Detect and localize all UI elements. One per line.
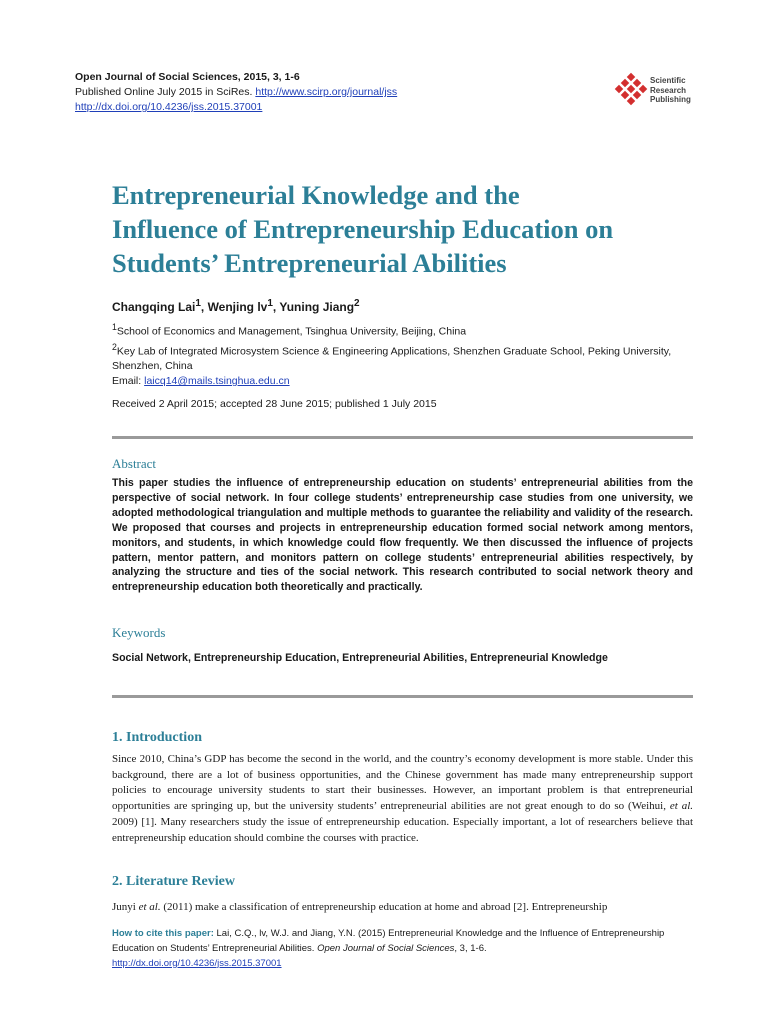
keywords-text: Social Network, Entrepreneurship Education, Entrepreneurial Abilities, Entrepreneurial Knowledge bbox=[112, 652, 608, 664]
section-heading-introduction: 1. Introduction bbox=[112, 730, 202, 745]
scirp-logo-icon bbox=[614, 72, 650, 108]
email-link[interactable]: laicq14@mails.tsinghua.edu.cn bbox=[144, 375, 290, 387]
title-line-3: Students’ Entrepreneurial Abilities bbox=[112, 248, 507, 278]
divider bbox=[112, 436, 693, 439]
email-label: Email: bbox=[112, 375, 142, 387]
divider bbox=[112, 695, 693, 698]
publisher-logo bbox=[614, 70, 694, 110]
author-affil-mark: 2 bbox=[354, 298, 360, 309]
cite-text: Lai, C.Q., lv, W.J. and Jiang, Y.N. (2015) Entrepreneurial Knowledge and the Influence of Entrepreneurship Education on Students’ Entrepreneurial Abilities. bbox=[112, 928, 665, 954]
cite-volume: , 3, 1-6. bbox=[454, 942, 487, 954]
publication-dates: Received 2 April 2015; accepted 28 June 2015; published 1 July 2015 bbox=[112, 398, 437, 410]
author-affil-mark: 1 bbox=[195, 298, 201, 309]
author-name: Wenjing lv bbox=[207, 300, 268, 314]
cite-journal: Open Journal of Social Sciences bbox=[317, 942, 455, 954]
publisher-name bbox=[650, 76, 691, 105]
cite-label: How to cite this paper: bbox=[112, 928, 214, 939]
doi-link[interactable]: http://dx.doi.org/10.4236/jss.2015.37001 bbox=[75, 101, 263, 113]
how-to-cite bbox=[112, 927, 693, 971]
journal-header bbox=[75, 70, 397, 115]
logo-line-3: Publishing bbox=[650, 95, 691, 104]
published-line bbox=[75, 85, 397, 100]
literature-paragraph: Junyi et al. (2011) make a classification of entrepreneurship education at home and abroad [2]. Entrepreneurship bbox=[112, 901, 608, 913]
journal-citation: Open Journal of Social Sciences, 2015, 3, 1-6 bbox=[75, 71, 300, 83]
author-name: Yuning Jiang bbox=[279, 300, 355, 314]
title-line-1: Entrepreneurial Knowledge and the bbox=[112, 180, 520, 210]
paper-title bbox=[112, 178, 712, 280]
keywords-heading: Keywords bbox=[112, 625, 166, 640]
cite-doi-link[interactable]: http://dx.doi.org/10.4236/jss.2015.37001 bbox=[112, 957, 282, 969]
introduction-paragraph: Since 2010, China’s GDP has become the second in the world, and the country’s economy development is more stable. Under this background, there are a lot of business opportunities, and the Chinese government has made many entrepreneurship support policies to encourage university students to start their businesses. However, an important problem is that entrepreneurial opportunities are springing up, but the university students’ entrepreneurial abilities are not great enough to do so (Weihui, et al. 2009) [1]. Many researchers study the issue of entrepreneurship education. Especially important, a lot of researchers believe that entrepreneurship education should combine the courses with practice. bbox=[112, 753, 694, 844]
published-text: Published Online July 2015 in SciRes. bbox=[75, 86, 253, 98]
logo-line-2: Research bbox=[650, 85, 687, 95]
section-heading-literature-review: 2. Literature Review bbox=[112, 874, 235, 889]
affiliations bbox=[112, 320, 692, 389]
abstract-heading: Abstract bbox=[112, 456, 157, 471]
author-affil-mark: 1 bbox=[267, 298, 273, 309]
abstract-text: This paper studies the influence of entrepreneurship education on students’ entrepreneurial abilities from the perspective of social network. In four college students’ entrepreneurship case studies from one university, we adopted methodological triangulation and multiple methods to guarantee the reliability and validity of the research. We proposed that courses and projects in entrepreneurship education formed social network among mentors, monitors, and students, in which knowledge could flow frequently. We then discussed the influence of projects pattern, mentor pattern, and monitors pattern on college students’ entrepreneurial abilities respectively, by analyzing the structure and ties of the social network. This research contributed to social network theory and entrepreneurship education both theoretically and practically. bbox=[112, 477, 693, 594]
logo-line-1: Scientific bbox=[650, 76, 686, 85]
affiliation-1: $^1$School of Economics and Management, Tsinghua University, Beijing, China bbox=[112, 322, 467, 338]
title-line-2: Influence of Entrepreneurship Education on bbox=[112, 214, 614, 244]
author-name: Changqing Lai bbox=[112, 300, 196, 314]
journal-url-link[interactable]: http://www.scirp.org/journal/jss bbox=[255, 86, 398, 98]
author-list: Changqing Lai$^1$, Wenjing $lv^1$, Yuning Jiang$^2$ bbox=[112, 298, 360, 314]
affiliation-2: $^2$Key Lab of Integrated Microsystem Science & Engineering Applications, Shenzhen Graduate School, Peking University, Shenzhen, China bbox=[112, 341, 672, 372]
email-line bbox=[112, 374, 692, 389]
